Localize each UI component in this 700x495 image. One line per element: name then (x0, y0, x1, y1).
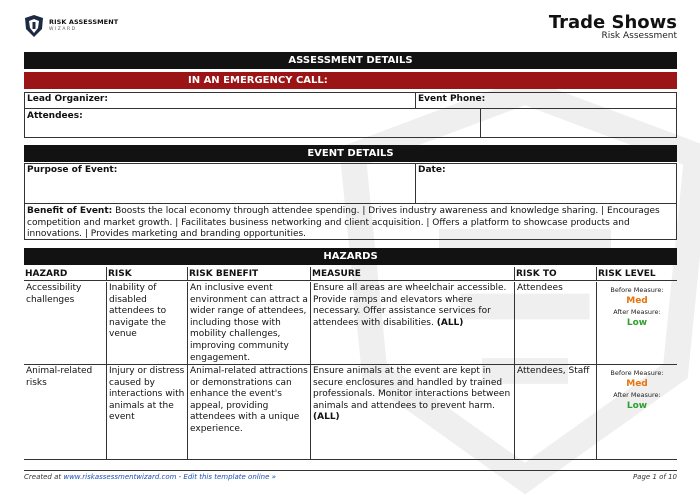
hazards-table-header (24, 267, 677, 281)
lead-organizer-field[interactable] (25, 93, 416, 109)
hazard-cell: Accessibility challenges (26, 283, 82, 305)
brand-name: RISK ASSESSMENT (49, 18, 119, 26)
assessment-details-heading: ASSESSMENT DETAILS (24, 52, 677, 69)
benefit-text: Boosts the local economy through attendee spending. | Drives industry awareness and knowledge sharing. | Encourages competition and market growth. | Facilitates business networking and client acquisition. | Offers a platform to showcase products and innovations. | Provides marketing and branding opportunities. (27, 206, 660, 239)
shield-icon (24, 14, 44, 38)
col-hazard: HAZARD (25, 269, 68, 279)
footer-created-at: Created at (24, 473, 64, 481)
before-measure-label: Before Measure: (610, 369, 664, 377)
page-subtitle: Risk Assessment (601, 31, 677, 41)
footer-site-link[interactable]: www.riskassessmentwizard.com (63, 473, 177, 481)
measure-cell (310, 365, 514, 459)
footer-edit-link[interactable]: - Edit this template online » (176, 473, 276, 481)
col-risk-benefit: RISK BENEFIT (187, 267, 310, 281)
after-measure-label: After Measure: (613, 308, 661, 316)
purpose-field[interactable] (25, 164, 416, 204)
after-measure-label: After Measure: (613, 391, 661, 399)
hazard-cell: Animal-related risks (26, 366, 93, 388)
col-risk-level: RISK LEVEL (596, 267, 677, 281)
measure-tag: (ALL) (436, 317, 464, 328)
risk-level-cell (596, 282, 677, 364)
risk-cell: Inability of disabled attendees to navigate the venue (106, 282, 187, 364)
footer-divider (24, 470, 677, 471)
page-title: Trade Shows (548, 12, 677, 33)
attendees-field[interactable] (25, 109, 481, 137)
before-level-badge: Med (626, 296, 648, 306)
table-row (24, 282, 677, 365)
attendees-extra-field[interactable] (481, 109, 676, 137)
hazards-heading: HAZARDS (24, 248, 677, 265)
risk-to-cell: Attendees (514, 282, 596, 364)
event-details-heading: EVENT DETAILS (24, 145, 677, 162)
document-header (24, 12, 677, 44)
lead-organizer-label: Lead Organizer: (27, 94, 108, 104)
risk-benefit-cell: An inclusive event environment can attract a wider range of attendees, including those with mobility challenges, improving community engagement. (187, 282, 310, 364)
risk-to-cell: Attendees, Staff (514, 365, 596, 459)
brand-logo (24, 14, 118, 38)
event-benefit (25, 204, 676, 243)
assessment-details-box (24, 92, 677, 138)
date-field[interactable] (416, 164, 676, 204)
after-level-badge: Low (626, 401, 648, 411)
measure-tag: (ALL) (313, 412, 340, 423)
page-number: Page 1 of 10 (632, 473, 677, 481)
table-row (24, 365, 677, 460)
event-phone-field[interactable] (416, 93, 676, 109)
brand-sub: WIZARD (49, 27, 77, 32)
measure-text: Ensure all areas are wheelchair accessible. Provide ramps and elevators where necessary. Offer assistance services for attendees with disabilities. (313, 283, 507, 328)
benefit-label: Benefit of Event: (27, 206, 113, 216)
event-details-box (24, 163, 677, 240)
measure-text: Ensure animals at the event are kept in secure enclosures and handled by trained professionals. Monitor interactions between animals and attendees to prevent harm. (313, 366, 511, 411)
before-level-badge: Med (626, 379, 648, 389)
col-risk-to: RISK TO (514, 267, 596, 281)
risk-level-cell (596, 365, 677, 459)
attendees-label: Attendees: (27, 111, 83, 121)
risk-cell: Injury or distress caused by interactions with animals at the event (106, 365, 187, 459)
before-measure-label: Before Measure: (610, 286, 664, 294)
footer-credit (24, 473, 276, 481)
col-risk: RISK (106, 267, 187, 281)
after-level-badge: Low (626, 318, 648, 328)
col-measure: MEASURE (310, 267, 514, 281)
emergency-call-heading: IN AN EMERGENCY CALL: (24, 72, 677, 89)
purpose-label: Purpose of Event: (27, 165, 118, 175)
date-label: Date: (418, 165, 446, 175)
measure-cell (310, 282, 514, 364)
risk-benefit-cell: Animal-related attractions or demonstrations can enhance the event's appeal, providing attendees with a unique experience. (187, 365, 310, 459)
event-phone-label: Event Phone: (418, 94, 486, 104)
